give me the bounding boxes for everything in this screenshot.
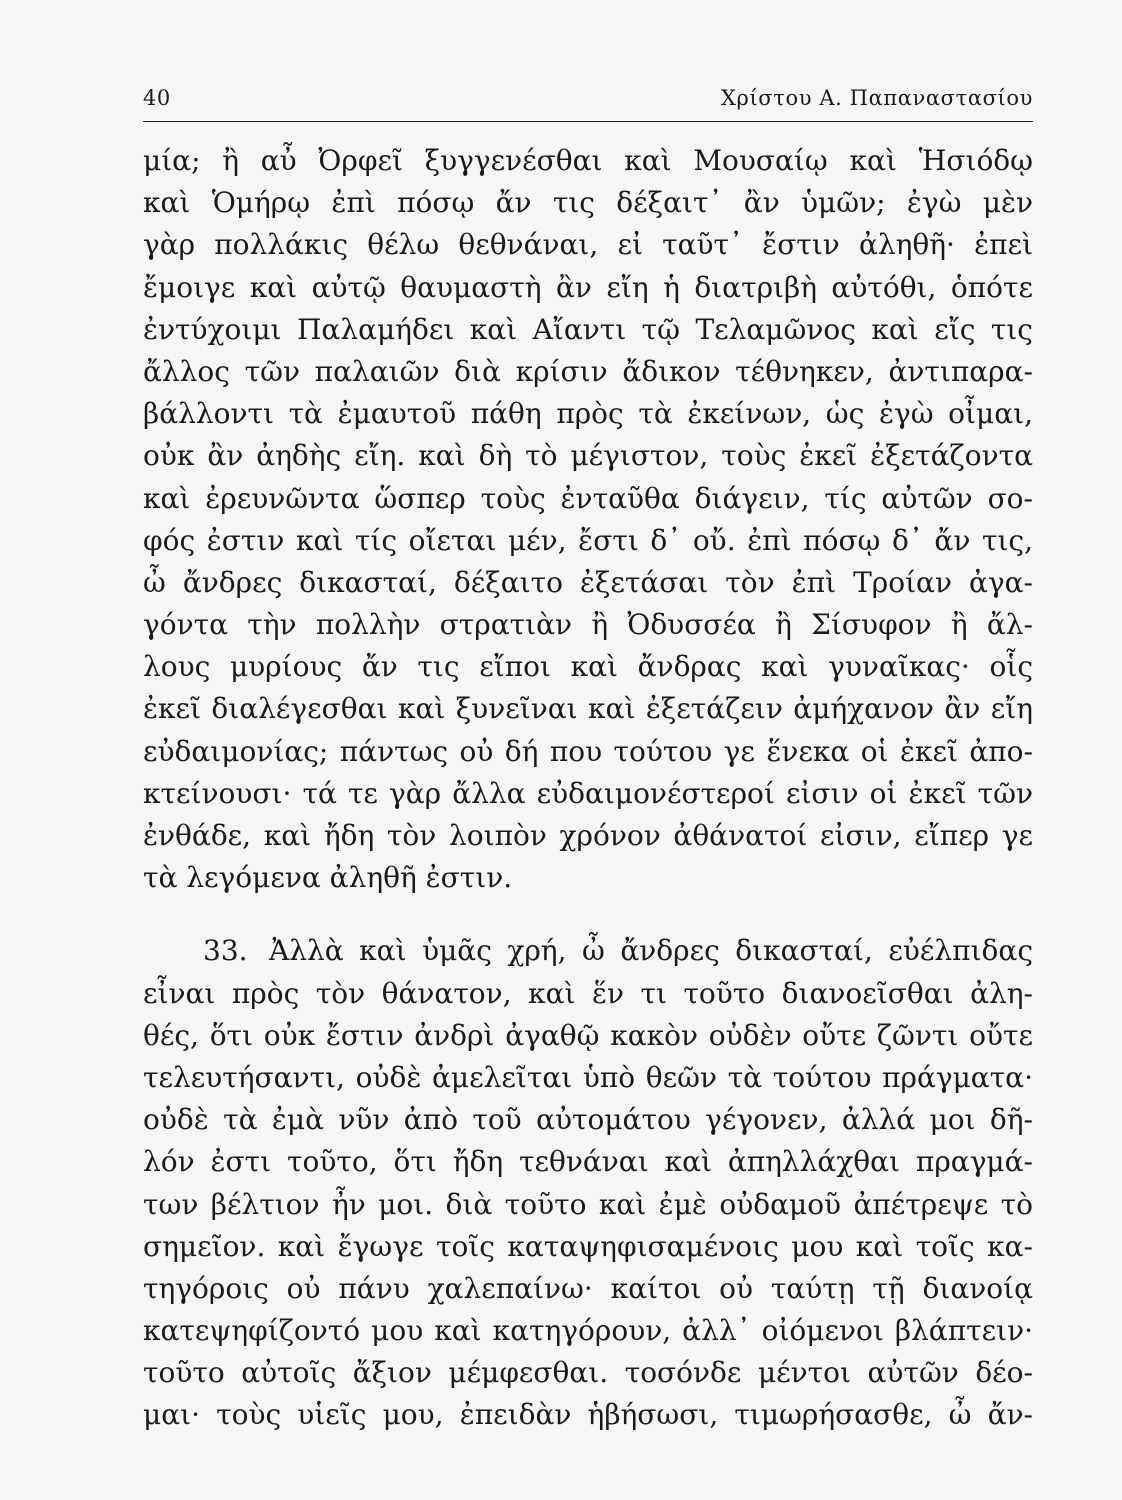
running-head — [143, 82, 1033, 118]
text-line: καὶ ἐρευνῶντα ὥσπερ τοὺς ἐνταῦθα διάγειν, τίς αὐτῶν σο- — [143, 481, 1033, 515]
text-line: ἐντύχοιμι Παλαμήδει καὶ Αἴαντι τῷ Τελαμῶνος καὶ εἴς τις — [143, 312, 1033, 346]
text-line: ἄλλος τῶν παλαιῶν διὰ κρίσιν ἄδικον τέθνηκεν, ἀντιπαρα- — [143, 354, 1033, 388]
text-line: γὰρ πολλάκις θέλω θεθνάναι, εἰ ταῦτ᾽ ἔστιν ἀληθῆ· ἐπεὶ — [143, 228, 1033, 262]
text-line: κατεψηφίζοντό μου καὶ κατηγόρουν, ἀλλ᾽ οἰόμενοι βλάπτειν· — [143, 1314, 1033, 1348]
text-line: ἔμοιγε καὶ αὐτῷ θαυμαστὴ ἂν εἴη ἡ διατριβὴ αὐτόθι, ὁπότε — [143, 270, 1033, 304]
paragraph-1 — [143, 140, 1033, 899]
text-line: λους μυρίους ἄν τις εἴποι καὶ ἄνδρας καὶ γυναῖκας· οἷς — [143, 650, 1033, 684]
text-line: βάλλοντι τὰ ἐμαυτοῦ πάθη πρὸς τὰ ἐκείνων, ὡς ἐγὼ οἶμαι, — [143, 397, 1033, 431]
text-line: εὐδαιμονίας; πάντως οὐ δή που τούτου γε ἕνεκα οἱ ἐκεῖ ἀπο- — [143, 734, 1033, 768]
header-rule — [143, 121, 1033, 122]
text-line: μία; ἢ αὖ Ὀρφεῖ ξυγγενέσθαι καὶ Μουσαίῳ καὶ Ἡσιόδῳ — [143, 144, 1033, 177]
first-line-text: Ἀλλὰ καὶ ὑμᾶς χρή, ὦ ἄνδρες δικασταί, εὐέλπιδας — [269, 934, 1033, 968]
text-line: μαι· τοὺς υἱεῖς μου, ἐπειδὰν ἡβήσωσι, τιμωρήσασθε, ὦ ἄν- — [143, 1398, 1033, 1432]
running-title: Χρίστου Α. Παπαναστασίου — [720, 86, 1033, 110]
section-number: 33. — [203, 934, 248, 968]
body-text — [143, 140, 1033, 1437]
text-line: τὰ λεγόμενα ἀληθῆ ἐστιν. — [143, 861, 513, 895]
text-line: τελευτήσαντι, οὐδὲ ἀμελεῖται ὑπὸ θεῶν τὰ τούτου πράγματα· — [143, 1060, 1033, 1094]
text-line: γόντα τὴν πολλὴν στρατιὰν ἢ Ὀδυσσέα ἢ Σίσυφον ἢ ἄλ- — [143, 608, 1033, 642]
text-line: τηγόροις οὐ πάνυ χαλεπαίνω· καίτοι οὐ ταύτῃ τῇ διανοίᾳ — [143, 1271, 1033, 1305]
paragraph-2 — [143, 930, 1033, 1436]
text-line: ἐκεῖ διαλέγεσθαι καὶ ξυνεῖναι καὶ ἐξετάζειν ἀμήχανον ἂν εἴη — [143, 692, 1033, 726]
text-line: ἐνθάδε, καὶ ἤδη τὸν λοιπὸν χρόνον ἀθάνατοί εἰσιν, εἴπερ γε — [143, 819, 1033, 852]
text-line: λόν ἐστι τοῦτο, ὅτι ἤδη τεθνάναι καὶ ἀπηλλάχθαι πραγμά- — [143, 1145, 1033, 1179]
text-line: εἶναι πρὸς τὸν θάνατον, καὶ ἕν τι τοῦτο διανοεῖσθαι ἀλη- — [143, 976, 1033, 1010]
text-line: φός ἐστιν καὶ τίς οἴεται μέν, ἔστι δ᾽ οὔ. ἐπὶ πόσῳ δ᾽ ἄν τις, — [143, 523, 1033, 557]
text-line: οὐδὲ τὰ ἐμὰ νῦν ἀπὸ τοῦ αὐτομάτου γέγονεν, ἀλλά μοι δῆ- — [143, 1103, 1033, 1137]
text-line-first — [143, 930, 1033, 972]
text-line: κτείνουσι· τά τε γὰρ ἄλλα εὐδαιμονέστεροί εἰσιν οἱ ἐκεῖ τῶν — [143, 776, 1033, 810]
text-line: καὶ Ὁμήρῳ ἐπὶ πόσῳ ἄν τις δέξαιτ᾽ ἂν ὑμῶν; ἐγὼ μὲν — [143, 186, 1033, 220]
text-line: ὦ ἄνδρες δικασταί, δέξαιτο ἐξετάσαι τὸν ἐπὶ Τροίαν ἀγα- — [143, 565, 1033, 599]
text-line: σημεῖον. καὶ ἔγωγε τοῖς καταψηφισαμένοις μου καὶ τοῖς κα- — [143, 1229, 1033, 1263]
paragraph-gap — [143, 899, 1033, 930]
page-number: 40 — [143, 86, 171, 110]
text-line: οὐκ ἂν ἀηδὴς εἴη. καὶ δὴ τὸ μέγιστον, τοὺς ἐκεῖ ἐξετάζοντα — [143, 439, 1033, 473]
text-line: των βέλτιον ἦν μοι. διὰ τοῦτο καὶ ἐμὲ οὐδαμοῦ ἀπέτρεψε τὸ — [143, 1187, 1033, 1221]
text-line: τοῦτο αὐτοῖς ἄξιον μέμφεσθαι. τοσόνδε μέντοι αὐτῶν δέο- — [143, 1356, 1033, 1390]
text-line: θές, ὅτι οὐκ ἔστιν ἀνδρὶ ἀγαθῷ κακὸν οὐδὲν οὔτε ζῶντι οὔτε — [143, 1018, 1033, 1052]
